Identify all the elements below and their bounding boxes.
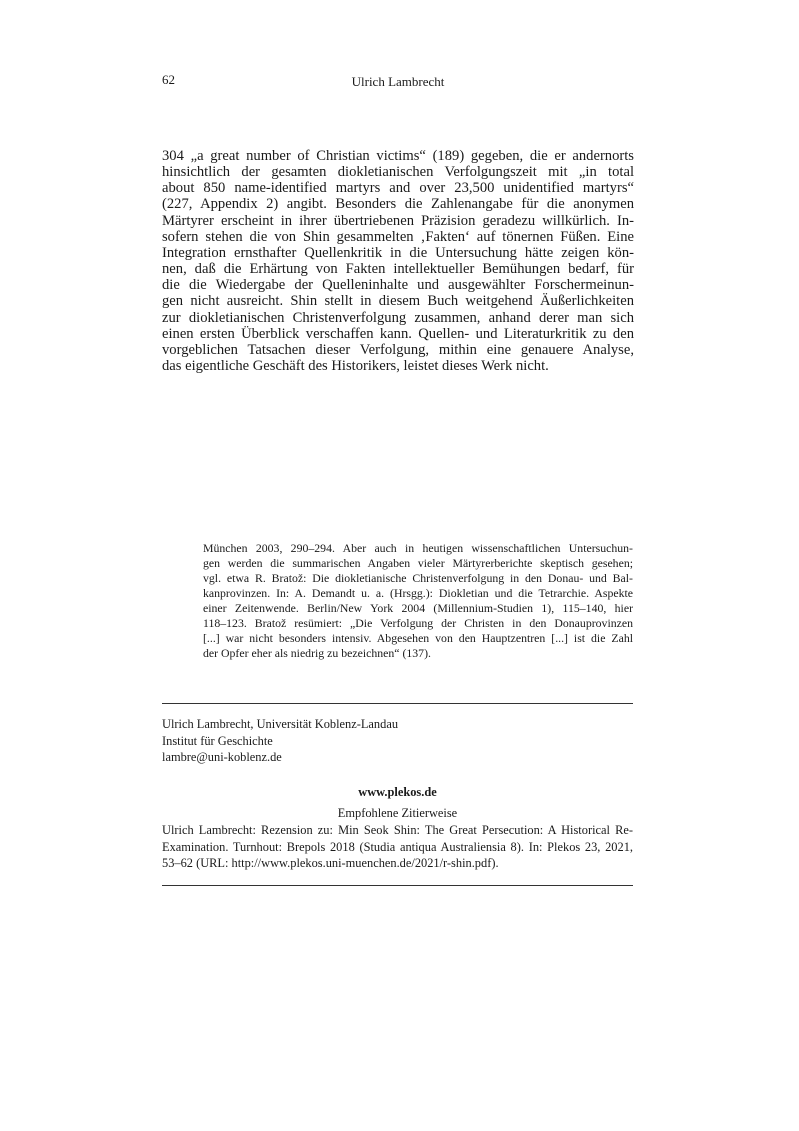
body-line: einen ersten Überblick verschaffen kann. Quellen- und Literaturkritik zu den [162,325,634,342]
author-affiliation: Ulrich Lambrecht, Universität Koblenz-Landau [162,717,399,731]
citation-title: Empfohlene Zitierweise [337,806,458,820]
footnote-line: kanprovinzen. In: A. Demandt u. a. (Hrsgg.): Diokletian und die Tetrarchie. Aspekte [203,586,633,600]
body-text [162,148,634,398]
body-line: Märtyrer erscheint in ihrer übertriebenen Präzision geradezu willkürlich. In- [162,212,634,229]
author-email[interactable]: lambre@uni-koblenz.de [162,750,282,764]
citation-line: 53–62 (URL: http://www.plekos.uni-muenchen.de/2021/r-shin.pdf). [162,856,499,870]
citation-line: Examination. Turnhout: Brepols 2018 (Studia antiqua Australiensia 8). In: Plekos 23, 2021, [162,839,633,854]
body-line: Integration ernsthafter Quellenkritik in die Untersuchung hätte zeigen kön- [162,244,634,261]
page-number: 62 [162,72,175,87]
footnote-line: 118–123. Bratož resümiert: „Die Verfolgung der Christen in den Donauprovinzen [203,616,633,630]
footnote-line: München 2003, 290–294. Aber auch in heutigen wissenschaftlichen Untersuchun- [203,541,633,555]
body-line: vorgeblichen Tatsachen dieser Verfolgung, mithin eine genauere Analyse, [162,341,634,358]
body-line: das eigentliche Geschäft des Historikers, leistet dieses Werk nicht. [162,357,549,374]
divider-rule [162,885,633,886]
divider-rule [162,703,633,704]
citation [162,822,633,874]
footnote-line: der Opfer eher als niedrig zu bezeichnen“ (137). [203,646,431,660]
body-line: nen, daß die Erhärtung von Fakten intellektueller Bemühungen bedarf, für [162,261,634,278]
running-head: Ulrich Lambrecht [351,74,445,89]
footnote-line: gen werden die summarischen Angaben vieler Märtyrerberichte skeptisch gesehen; [203,556,633,570]
body-line: hinsichtlich der gesamten diokletianischen Verfolgungszeit mit „in total [162,164,634,181]
author-institute: Institut für Geschichte [162,733,273,748]
body-line: die die Wiedergabe der Quelleninhalte und ausgewählter Forschermeinun- [162,277,634,294]
citation-line: Ulrich Lambrecht: Rezension zu: Min Seok Shin: The Great Persecution: A Historical Re- [162,823,633,837]
author-address [162,716,398,766]
footnote-line: einer Zeitenwende. Berlin/New York 2004 (Millennium-Studien 1), 115–140, hier [203,601,633,615]
body-line: about 850 name-identified martyrs and over 23,500 unidentified martyrs“ [162,180,634,197]
body-line: 304 „a great number of Christian victims“ (189) gegeben, die er andernorts [162,148,634,164]
footnote-line: [...] war nicht besonders intensiv. Abgesehen von den Hauptzentren [...] ist die Zahl [203,631,633,645]
body-line: gen nicht ausreicht. Shin stellt in diesem Buch weitgehend Äußerlichkeiten [162,293,634,310]
footnote [203,541,633,666]
body-line: zur diokletianischen Christenverfolgung zusammen, anhand derer man sich [162,309,634,326]
site-link[interactable]: www.plekos.de [358,785,437,799]
footnote-line: vgl. etwa R. Bratož: Die diokletianische Christenverfolgung in den Donau- und Bal- [203,571,633,585]
body-line: (227, Appendix 2) angibt. Besonders die Zahlenangabe für die anonymen [162,196,634,213]
body-line: sofern stehen die von Shin gesammelten ‚Fakten‘ auf tönernen Füßen. Eine [162,228,634,245]
